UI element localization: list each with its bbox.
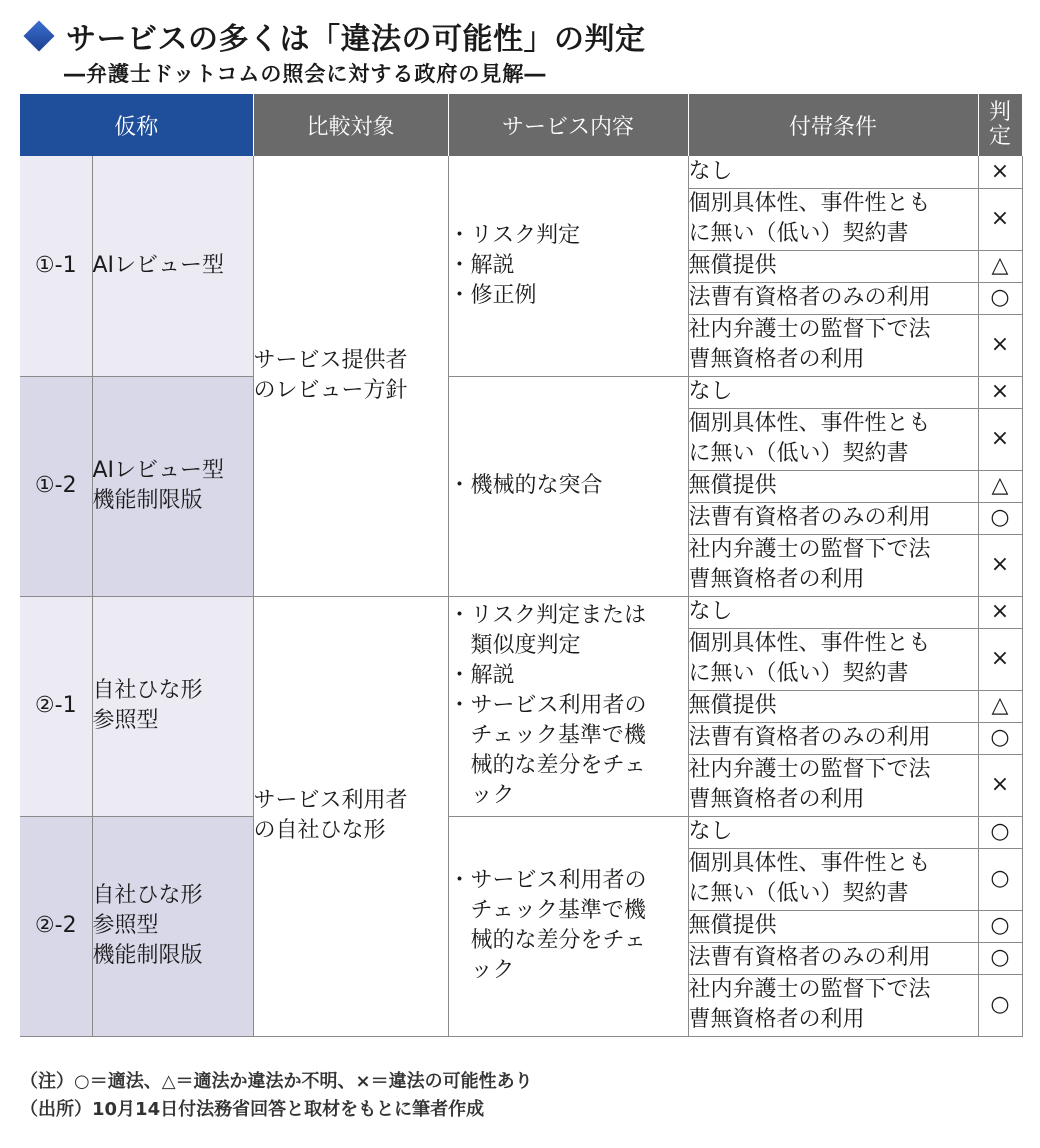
condition-line: に無い（低い）契約書 bbox=[688, 221, 909, 246]
row-name-line: 参照型 bbox=[92, 913, 159, 938]
condition-line: 法曹有資格者のみの利用 bbox=[688, 945, 931, 970]
row-name-line: AIレビュー型 bbox=[92, 458, 225, 483]
header-verdict: 判 定 bbox=[978, 94, 1022, 156]
verdict-mark: △ bbox=[978, 250, 1022, 282]
service-content-line: 械的な差分をチェ bbox=[448, 753, 646, 778]
condition-cell bbox=[688, 722, 978, 754]
condition-line: 無償提供 bbox=[688, 913, 777, 938]
service-content-line: ・解説 bbox=[448, 252, 515, 278]
service-content-line: ・リスク判定 bbox=[448, 222, 581, 248]
table-body bbox=[20, 156, 1022, 1036]
page-title: サービスの多くは「違法の可能性」の判定 bbox=[66, 22, 646, 57]
service-content-line: 類似度判定 bbox=[448, 633, 581, 658]
condition-line: なし bbox=[688, 599, 733, 624]
verdict-mark: × bbox=[978, 628, 1022, 690]
condition-cell bbox=[688, 942, 978, 974]
header-target: 比較対象 bbox=[253, 94, 448, 156]
verdict-mark: ○ bbox=[978, 282, 1022, 314]
service-content-line: ・リスク判定または bbox=[448, 603, 647, 628]
verdict-mark: ○ bbox=[978, 942, 1022, 974]
condition-line: に無い（低い）契約書 bbox=[688, 881, 909, 906]
condition-line: 社内弁護士の監督下で法 bbox=[688, 757, 931, 782]
page-subtitle: ―弁護士ドットコムの照会に対する政府の見解― bbox=[64, 62, 547, 86]
condition-line: 社内弁護士の監督下で法 bbox=[688, 537, 931, 562]
verdict-mark: × bbox=[978, 376, 1022, 408]
row-name-line: 機能制限版 bbox=[92, 943, 203, 968]
table-row bbox=[20, 376, 1022, 408]
service-content bbox=[448, 816, 688, 1036]
condition-line: 個別具体性、事件性とも bbox=[688, 191, 931, 216]
note-legend: （注）○＝適法、△＝適法か違法か不明、×＝違法の可能性あり bbox=[20, 1071, 533, 1092]
service-content bbox=[448, 156, 688, 376]
row-name bbox=[92, 156, 253, 376]
title-row bbox=[22, 14, 646, 58]
verdict-mark: × bbox=[978, 534, 1022, 596]
notes bbox=[20, 1068, 533, 1124]
verdict-mark: × bbox=[978, 188, 1022, 250]
service-content-line: ・サービス利用者の bbox=[448, 693, 647, 718]
condition-cell bbox=[688, 848, 978, 910]
service-content-line: ック bbox=[448, 783, 515, 808]
verdict-mark: ○ bbox=[978, 974, 1022, 1036]
row-id: ②-2 bbox=[20, 816, 92, 1036]
condition-line: 無償提供 bbox=[688, 693, 777, 718]
row-name-line: 自社ひな形 bbox=[92, 883, 203, 908]
condition-line: 法曹有資格者のみの利用 bbox=[688, 725, 931, 750]
verdict-mark: × bbox=[978, 754, 1022, 816]
row-name-line: AIレビュー型 bbox=[92, 252, 225, 278]
service-content-line: ・サービス利用者の bbox=[448, 868, 647, 893]
comparison-target bbox=[253, 156, 448, 596]
table-header-row bbox=[20, 94, 1022, 156]
condition-line: 個別具体性、事件性とも bbox=[688, 631, 931, 656]
header-name: 仮称 bbox=[20, 94, 253, 156]
verdict-mark: △ bbox=[978, 470, 1022, 502]
row-name bbox=[92, 596, 253, 816]
row-id: ②-1 bbox=[20, 596, 92, 816]
row-name bbox=[92, 816, 253, 1036]
condition-cell bbox=[688, 974, 978, 1036]
comparison-target-line: の自社ひな形 bbox=[253, 818, 386, 843]
row-name-line: 機能制限版 bbox=[92, 488, 203, 513]
table-row bbox=[20, 156, 1022, 188]
service-content bbox=[448, 376, 688, 596]
condition-line: 個別具体性、事件性とも bbox=[688, 851, 931, 876]
condition-line: 個別具体性、事件性とも bbox=[688, 411, 931, 436]
service-content-line: ・機械的な突合 bbox=[448, 473, 603, 498]
condition-cell bbox=[688, 408, 978, 470]
condition-cell bbox=[688, 470, 978, 502]
row-id: ①-2 bbox=[20, 376, 92, 596]
verdict-mark: × bbox=[978, 314, 1022, 376]
service-content bbox=[448, 596, 688, 816]
comparison-target-line: のレビュー方針 bbox=[253, 377, 408, 403]
comparison-target-line: サービス利用者 bbox=[253, 788, 408, 813]
condition-line: 法曹有資格者のみの利用 bbox=[688, 285, 931, 310]
condition-cell bbox=[688, 376, 978, 408]
condition-line: 曹無資格者の利用 bbox=[688, 1007, 865, 1032]
verdict-mark: ○ bbox=[978, 910, 1022, 942]
note-source: （出所）10月14日付法務省回答と取材をもとに筆者作成 bbox=[20, 1099, 485, 1120]
condition-line: 無償提供 bbox=[688, 253, 777, 278]
diamond-bullet-icon bbox=[23, 20, 54, 51]
service-content-line: 械的な差分をチェ bbox=[448, 928, 646, 953]
service-content-line: ・修正例 bbox=[448, 282, 537, 308]
condition-line: なし bbox=[688, 158, 733, 184]
verdict-mark: △ bbox=[978, 690, 1022, 722]
condition-line: 社内弁護士の監督下で法 bbox=[688, 977, 931, 1002]
verdict-mark: ○ bbox=[978, 816, 1022, 848]
comparison-target-line: サービス提供者 bbox=[253, 347, 408, 373]
condition-cell bbox=[688, 596, 978, 628]
service-content-line: ・解説 bbox=[448, 663, 515, 688]
verdict-mark: × bbox=[978, 408, 1022, 470]
verdict-mark: ○ bbox=[978, 848, 1022, 910]
condition-cell bbox=[688, 816, 978, 848]
condition-cell bbox=[688, 910, 978, 942]
condition-cell bbox=[688, 628, 978, 690]
condition-line: に無い（低い）契約書 bbox=[688, 441, 909, 466]
condition-cell bbox=[688, 534, 978, 596]
header-condition: 付帯条件 bbox=[688, 94, 978, 156]
service-content-line: チェック基準で機 bbox=[448, 723, 646, 748]
verdict-mark: × bbox=[978, 596, 1022, 628]
row-name bbox=[92, 376, 253, 596]
condition-line: なし bbox=[688, 819, 733, 844]
condition-cell bbox=[688, 250, 978, 282]
service-content-line: ック bbox=[448, 958, 515, 983]
condition-line: 無償提供 bbox=[688, 473, 777, 498]
condition-line: なし bbox=[688, 379, 733, 404]
condition-line: 社内弁護士の監督下で法 bbox=[688, 317, 931, 342]
condition-line: に無い（低い）契約書 bbox=[688, 661, 909, 686]
condition-cell bbox=[688, 188, 978, 250]
condition-line: 曹無資格者の利用 bbox=[688, 567, 865, 592]
table-row bbox=[20, 816, 1022, 848]
service-content-line: チェック基準で機 bbox=[448, 898, 646, 923]
verdict-mark: ○ bbox=[978, 502, 1022, 534]
row-name-line: 参照型 bbox=[92, 708, 159, 733]
condition-line: 曹無資格者の利用 bbox=[688, 347, 865, 372]
table-row bbox=[20, 596, 1022, 628]
condition-line: 曹無資格者の利用 bbox=[688, 787, 865, 812]
condition-line: 法曹有資格者のみの利用 bbox=[688, 505, 931, 530]
condition-cell bbox=[688, 502, 978, 534]
header-content: サービス内容 bbox=[448, 94, 688, 156]
condition-cell bbox=[688, 754, 978, 816]
condition-cell bbox=[688, 314, 978, 376]
row-name-line: 自社ひな形 bbox=[92, 678, 203, 703]
row-id: ①-1 bbox=[20, 156, 92, 376]
condition-cell bbox=[688, 156, 978, 188]
condition-cell bbox=[688, 282, 978, 314]
condition-cell bbox=[688, 690, 978, 722]
comparison-target bbox=[253, 596, 448, 1036]
verdict-mark: × bbox=[978, 156, 1022, 188]
verdict-mark: ○ bbox=[978, 722, 1022, 754]
verdict-table bbox=[20, 94, 1023, 1037]
